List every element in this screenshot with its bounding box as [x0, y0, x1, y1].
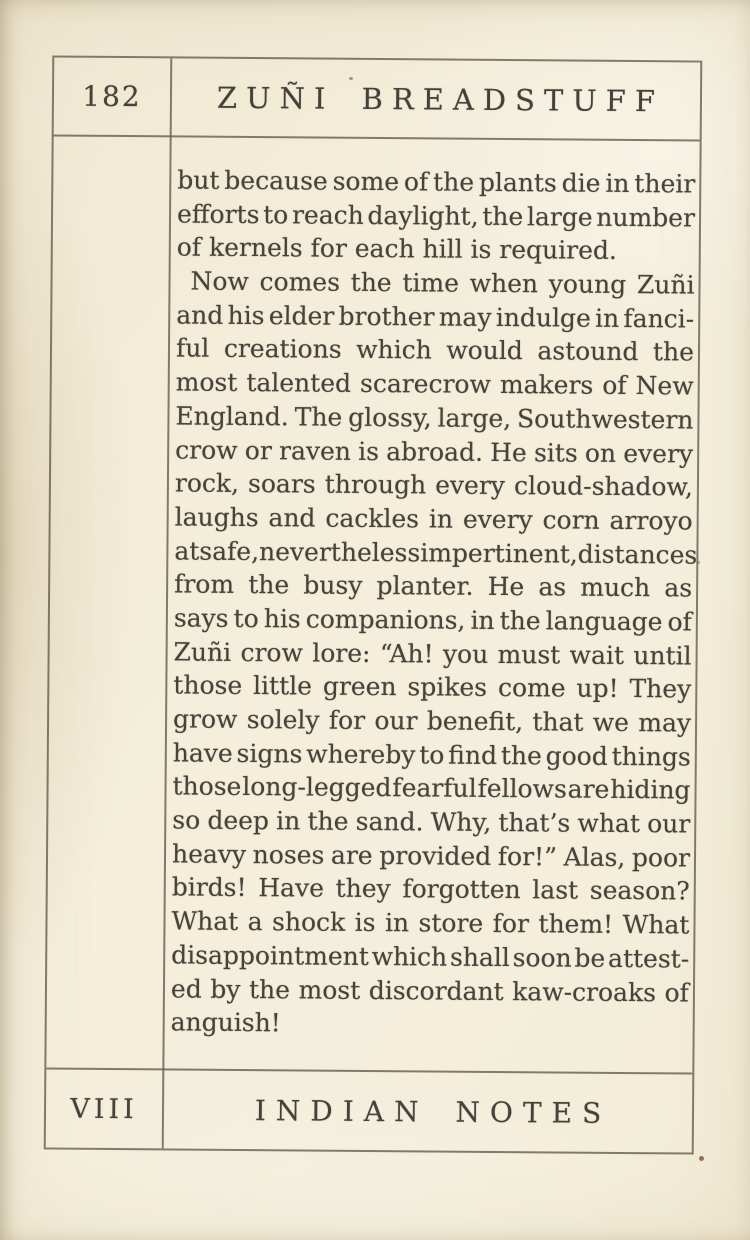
text-line: efforts to reach daylight, the large number	[176, 199, 696, 233]
body-text	[171, 165, 696, 1045]
volume-number: VIII	[70, 1093, 138, 1125]
page-frame	[44, 55, 703, 1154]
text-line: crow or raven is abroad. He sits on every	[175, 434, 694, 469]
text-line: so deep in the sand. Why, that’s what our	[172, 805, 691, 839]
text-line: of kernels for each hill is required.	[176, 232, 618, 266]
text-line: anguish!	[170, 1007, 281, 1038]
running-title: ZUÑI BREADSTUFF	[216, 80, 665, 118]
text-line: at safe, nevertheless impertinent, distances	[174, 536, 698, 570]
text-line: most talented scarecrow makers of New	[175, 367, 694, 401]
text-line: have signs whereby to find the good things	[172, 738, 691, 772]
text-line: but because some of the plants die in their	[177, 165, 696, 199]
text-line: Zuñi crow lore: “Ah! you must wait until	[173, 637, 692, 671]
text-line: Now comes the time when young Zuñi	[190, 266, 695, 300]
scan-speck	[699, 1156, 704, 1161]
text-line: rock, soars through every cloud-shadow,	[174, 468, 694, 502]
text-line: laughs and cackles in every corn arroyo	[174, 502, 693, 536]
text-line: those little green spikes come up! They	[173, 670, 692, 704]
text-line: ful creations which would astound the	[175, 333, 695, 367]
header-page-number-cell	[54, 57, 171, 135]
text-line: disappointment which shall soon be attest-	[171, 940, 690, 974]
text-line: birds! Have they forgotten last season?	[171, 872, 690, 906]
imprint: INDIAN NOTES	[254, 1093, 612, 1130]
text-line: grow solely for our benefit, that we may	[172, 704, 692, 738]
text-line: heavy noses are provided for!” Alas, poor	[171, 839, 691, 873]
text-line: those long-legged fearful fellows are hiding	[172, 771, 691, 805]
text-line: What a shock is in store for them! What	[171, 906, 690, 940]
text-line: and his elder brother may indulge in fanci-	[176, 300, 695, 334]
text-line: England. The glossy, large, Southwestern	[175, 401, 694, 435]
page-number: 182	[82, 79, 142, 114]
text-line: from the busy planter. He as much as	[174, 569, 693, 603]
header-title-cell	[172, 58, 701, 139]
text-line: says to his companions, in the language of	[173, 603, 692, 637]
footer-volume-cell	[46, 1069, 163, 1148]
footer-imprint-cell	[164, 1070, 693, 1152]
text-line: ed by the most discordant kaw-croaks of	[170, 973, 690, 1007]
